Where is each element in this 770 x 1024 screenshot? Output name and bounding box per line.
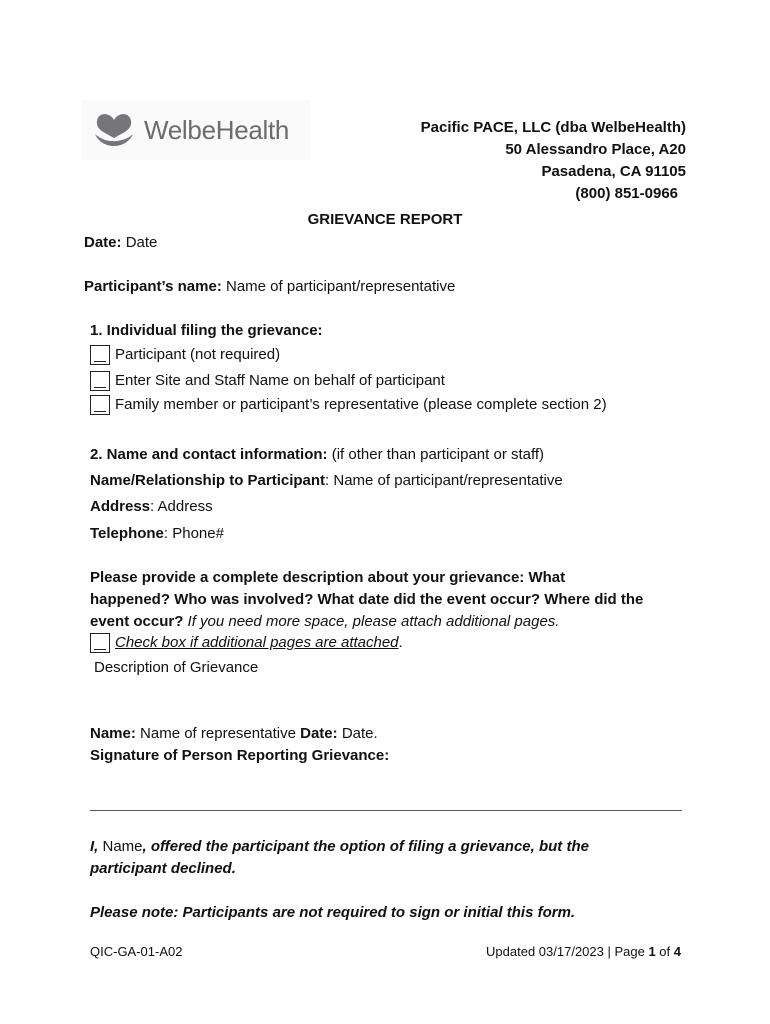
sign-date-label: Date: bbox=[300, 725, 338, 742]
representative-name-row bbox=[90, 724, 378, 744]
page-total: 4 bbox=[673, 944, 681, 959]
section2-heading: 2. Name and contact information: bbox=[90, 446, 328, 463]
description-prompt-italic: If you need more space, please attach additional pages. bbox=[183, 613, 560, 630]
page-title: GRIEVANCE REPORT bbox=[307, 211, 463, 228]
checkbox[interactable] bbox=[90, 371, 110, 391]
relationship-value[interactable]: : Name of participant/representative bbox=[325, 472, 563, 489]
description-prompt-1: Please provide a complete description about your grievance: What bbox=[90, 569, 566, 586]
organization-address bbox=[421, 117, 686, 205]
declined-text: , offered the participant the option of filing a grievance, but the bbox=[142, 838, 589, 855]
welbehealth-logo bbox=[82, 100, 310, 160]
address-value[interactable]: : Address bbox=[150, 498, 213, 515]
description-value[interactable]: Description of Grievance bbox=[94, 659, 259, 676]
document-code: QIC-GA-01-A02 bbox=[90, 944, 183, 959]
participant-name-value[interactable]: Name of participant/representative bbox=[226, 278, 456, 295]
page-number: 1 bbox=[648, 944, 656, 959]
page-of: of bbox=[655, 944, 674, 959]
option-label: Participant (not required) bbox=[115, 346, 281, 363]
option-label: Family member or participant’s representative (please complete section 2) bbox=[115, 396, 607, 413]
attach-pages-label: Check box if additional pages are attached bbox=[115, 634, 399, 651]
declined-statement bbox=[90, 837, 589, 857]
option-family-representative[interactable] bbox=[90, 395, 607, 415]
participant-name-label: Participant’s name: bbox=[84, 278, 222, 295]
address-label: Address bbox=[90, 498, 151, 515]
heart-hands-icon bbox=[92, 110, 136, 150]
declined-prefix: I, bbox=[90, 838, 99, 855]
participant-name-field bbox=[84, 277, 455, 297]
description-prompt-2: happened? Who was involved? What date did the event occur? Where did the bbox=[90, 591, 644, 608]
participant-note: Please note: Participants are not required to sign or initial this form. bbox=[90, 904, 576, 921]
name-label: Name: bbox=[90, 725, 136, 742]
date-field bbox=[84, 233, 157, 253]
option-participant[interactable] bbox=[90, 345, 280, 365]
telephone-value[interactable]: : Phone# bbox=[163, 525, 224, 542]
logo-text: WelbeHealth bbox=[144, 114, 290, 145]
org-street: 50 Alessandro Place, A20 bbox=[505, 141, 686, 158]
declined-line2: participant declined. bbox=[90, 860, 236, 877]
checkbox[interactable] bbox=[90, 395, 110, 415]
updated-text: Updated 03/17/2023 | Page bbox=[486, 944, 649, 959]
org-phone: (800) 851-0966 bbox=[575, 185, 678, 202]
address-field bbox=[90, 497, 213, 517]
section1-heading: 1. Individual filing the grievance: bbox=[90, 322, 323, 339]
sign-date-value[interactable]: Date. bbox=[341, 725, 378, 742]
signature-divider bbox=[90, 810, 682, 811]
declined-name[interactable]: Name bbox=[98, 838, 143, 855]
option-label: Enter Site and Staff Name on behalf of participant bbox=[115, 372, 445, 389]
date-value[interactable]: Date bbox=[125, 234, 158, 251]
checkbox[interactable] bbox=[90, 345, 110, 365]
option-site-staff[interactable] bbox=[90, 371, 445, 391]
page-info bbox=[486, 944, 681, 959]
name-value[interactable]: Name of representative bbox=[140, 725, 296, 742]
date-label: Date: bbox=[84, 234, 122, 251]
section2-heading-note: (if other than participant or staff) bbox=[331, 446, 545, 463]
description-prompt-3 bbox=[90, 612, 559, 632]
relationship-field bbox=[90, 471, 563, 491]
attach-pages-option[interactable] bbox=[90, 633, 403, 653]
attach-pages-suffix: . bbox=[398, 634, 403, 651]
relationship-label: Name/Relationship to Participant bbox=[90, 472, 326, 489]
description-prompt-bold: event occur? bbox=[90, 613, 184, 630]
telephone-field bbox=[90, 524, 224, 544]
checkbox[interactable] bbox=[90, 633, 110, 653]
section2-heading-row bbox=[90, 445, 544, 465]
signature-label: Signature of Person Reporting Grievance: bbox=[90, 747, 390, 764]
org-city: Pasadena, CA 91105 bbox=[541, 163, 686, 180]
org-name: Pacific PACE, LLC (dba WelbeHealth) bbox=[420, 119, 686, 136]
telephone-label: Telephone bbox=[90, 525, 164, 542]
